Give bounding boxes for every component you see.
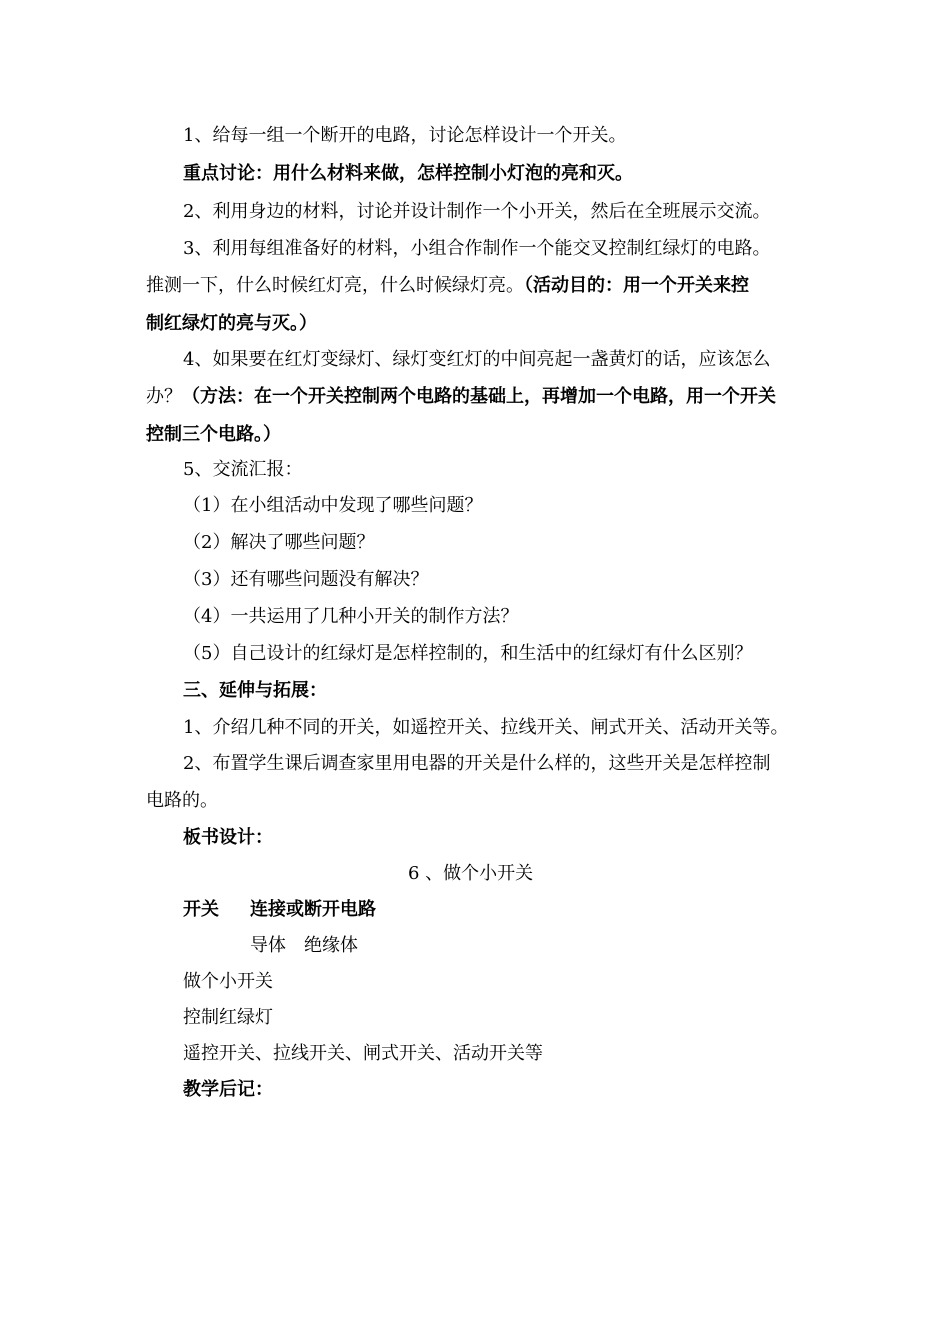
step-3-line-2 — [146, 274, 749, 298]
step-4-method: （方法：在一个开关控制两个电路的基础上，再增加一个电路，用一个开关 — [182, 386, 776, 407]
step-3-purpose: （活动目的：用一个开关来控 — [524, 275, 749, 296]
step-4-line-2 — [146, 385, 776, 409]
extension-1: 1、介绍几种不同的开关，如遥控开关、拉线开关、闸式开关、活动开关等。 — [183, 717, 789, 738]
board-switch: 开关 — [183, 899, 219, 920]
board-title: 6 、做个小开关 — [408, 863, 534, 884]
teaching-postscript-heading: 教学后记： — [183, 1079, 273, 1100]
step-3-guess: 推测一下，什么时候红灯亮，什么时候绿灯亮。 — [146, 275, 524, 296]
extension-2-line-1: 2、布置学生课后调查家里用电器的开关是什么样的，这些开关是怎样控制 — [183, 753, 771, 774]
report-item: （2）解决了哪些问题？ — [183, 532, 375, 553]
report-item: （1）在小组活动中发现了哪些问题？ — [183, 495, 483, 516]
key-discussion: 重点讨论：用什么材料来做，怎样控制小灯泡的亮和灭。 — [183, 163, 633, 184]
extension-heading: 三、延伸与拓展： — [183, 680, 327, 701]
board-switch-definition: 连接或断开电路 — [250, 899, 376, 920]
step-3-line-3: 制红绿灯的亮与灭。） — [146, 313, 317, 334]
extension-2-line-2: 电路的。 — [146, 790, 218, 811]
board-design-heading: 板书设计： — [183, 827, 273, 848]
step-4-line-3: 控制三个电路。） — [146, 424, 281, 445]
board-control-lights: 控制红绿灯 — [183, 1007, 273, 1028]
step-2: 2、利用身边的材料，讨论并设计制作一个小开关，然后在全班展示交流。 — [183, 201, 771, 222]
step-4-question-end: 办？ — [146, 386, 182, 407]
board-switch-types: 遥控开关、拉线开关、闸式开关、活动开关等 — [183, 1043, 543, 1064]
report-item: （3）还有哪些问题没有解决？ — [183, 569, 429, 590]
board-materials: 导体 绝缘体 — [250, 935, 358, 956]
step-4-line-1: 4、如果要在红灯变绿灯、绿灯变红灯的中间亮起一盏黄灯的话，应该怎么 — [183, 349, 771, 370]
step-3-line-1: 3、利用每组准备好的材料，小组合作制作一个能交叉控制红绿灯的电路。 — [183, 238, 771, 259]
step-5: 5、交流汇报： — [183, 459, 303, 480]
report-item: （5）自己设计的红绿灯是怎样控制的，和生活中的红绿灯有什么区别？ — [183, 643, 753, 664]
step-1: 1、给每一组一个断开的电路，讨论怎样设计一个开关。 — [183, 125, 627, 146]
report-item: （4）一共运用了几种小开关的制作方法？ — [183, 606, 519, 627]
board-make-switch: 做个小开关 — [183, 971, 273, 992]
